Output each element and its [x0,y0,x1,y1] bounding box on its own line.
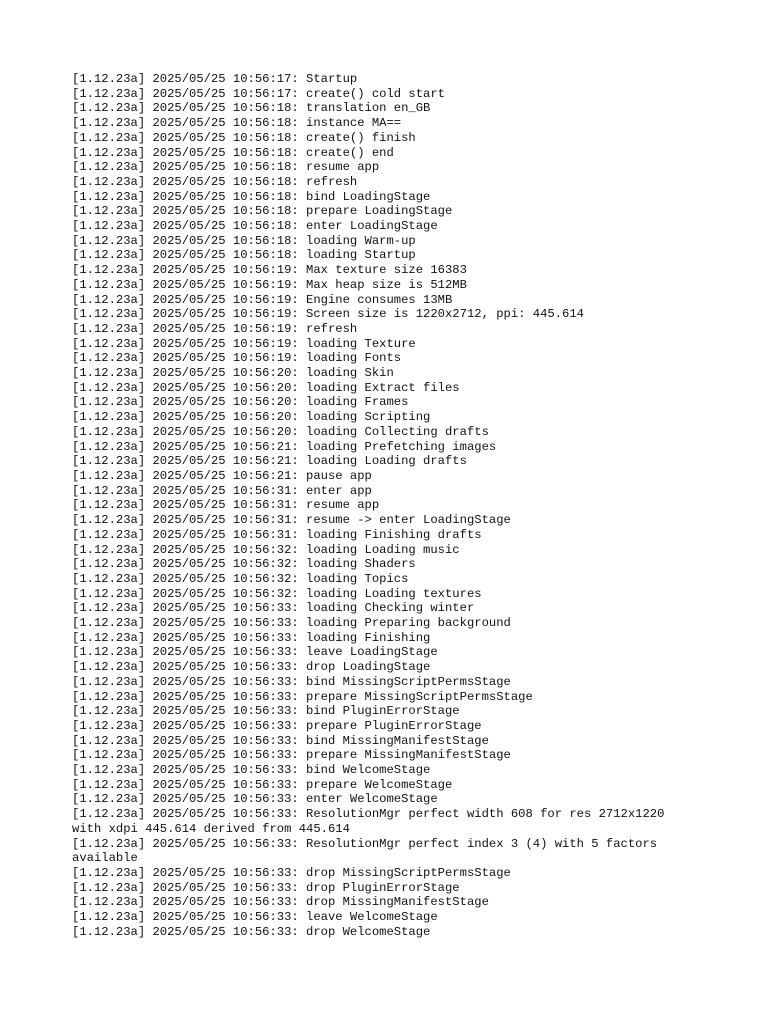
log-line: [1.12.23a] 2025/05/25 10:56:33: loading Finishing [72,630,431,645]
log-line: [1.12.23a] 2025/05/25 10:56:19: refresh [72,321,358,336]
log-line: [1.12.23a] 2025/05/25 10:56:18: translation en_GB [72,101,431,116]
log-line: [1.12.23a] 2025/05/25 10:56:32: loading Loading textures [72,586,482,601]
log-line: [1.12.23a] 2025/05/25 10:56:33: drop WelcomeStage [72,924,431,939]
log-line: [1.12.23a] 2025/05/25 10:56:33: bind MissingScriptPermsStage [72,674,511,689]
log-line: [1.12.23a] 2025/05/25 10:56:19: Max heap size is 512MB [72,277,467,292]
log-line: [1.12.23a] 2025/05/25 10:56:31: resume -> enter LoadingStage [72,513,511,528]
log-line: [1.12.23a] 2025/05/25 10:56:18: loading Startup [72,248,416,263]
log-line: [1.12.23a] 2025/05/25 10:56:33: leave LoadingStage [72,645,438,660]
log-line: [1.12.23a] 2025/05/25 10:56:19: loading Texture [72,336,416,351]
log-line: [1.12.23a] 2025/05/25 10:56:31: loading Finishing drafts [72,527,482,542]
log-line: [1.12.23a] 2025/05/25 10:56:33: ResolutionMgr perfect width 608 for res 2712x1220 with xdpi 445.614 derived from 445.614 [72,807,672,836]
log-line: [1.12.23a] 2025/05/25 10:56:33: loading Preparing background [72,616,511,631]
log-line: [1.12.23a] 2025/05/25 10:56:33: prepare MissingScriptPermsStage [72,689,533,704]
log-line: [1.12.23a] 2025/05/25 10:56:31: resume app [72,498,380,513]
log-line: [1.12.23a] 2025/05/25 10:56:32: loading Shaders [72,557,416,572]
log-line: [1.12.23a] 2025/05/25 10:56:20: loading Collecting drafts [72,424,489,439]
log-line: [1.12.23a] 2025/05/25 10:56:33: prepare MissingManifestStage [72,748,511,763]
log-line: [1.12.23a] 2025/05/25 10:56:18: prepare LoadingStage [72,204,453,219]
log-line: [1.12.23a] 2025/05/25 10:56:33: drop MissingScriptPermsStage [72,865,511,880]
log-line: [1.12.23a] 2025/05/25 10:56:18: enter LoadingStage [72,219,438,234]
log-line: [1.12.23a] 2025/05/25 10:56:33: drop LoadingStage [72,660,431,675]
log-line: [1.12.23a] 2025/05/25 10:56:33: enter WelcomeStage [72,792,438,807]
log-line: [1.12.23a] 2025/05/25 10:56:21: loading Loading drafts [72,454,467,469]
log-line: [1.12.23a] 2025/05/25 10:56:20: loading Extract files [72,380,460,395]
log-line: [1.12.23a] 2025/05/25 10:56:18: bind LoadingStage [72,189,431,204]
log-line: [1.12.23a] 2025/05/25 10:56:18: resume app [72,160,380,175]
log-line: [1.12.23a] 2025/05/25 10:56:19: Engine consumes 13MB [72,292,453,307]
log-line: [1.12.23a] 2025/05/25 10:56:33: bind PluginErrorStage [72,704,460,719]
log-line: [1.12.23a] 2025/05/25 10:56:18: instance MA== [72,116,402,131]
log-line: [1.12.23a] 2025/05/25 10:56:18: create() finish [72,130,416,145]
log-line: [1.12.23a] 2025/05/25 10:56:18: create() end [72,145,394,160]
log-line: [1.12.23a] 2025/05/25 10:56:33: drop PluginErrorStage [72,880,460,895]
log-line: [1.12.23a] 2025/05/25 10:56:20: loading Frames [72,395,409,410]
log-line: [1.12.23a] 2025/05/25 10:56:32: loading Topics [72,571,409,586]
log-line: [1.12.23a] 2025/05/25 10:56:21: pause app [72,468,372,483]
log-line: [1.12.23a] 2025/05/25 10:56:33: prepare WelcomeStage [72,777,453,792]
log-line: [1.12.23a] 2025/05/25 10:56:19: loading Fonts [72,351,402,366]
log-line: [1.12.23a] 2025/05/25 10:56:33: leave WelcomeStage [72,910,438,925]
log-line: [1.12.23a] 2025/05/25 10:56:33: drop MissingManifestStage [72,895,489,910]
log-line: [1.12.23a] 2025/05/25 10:56:18: refresh [72,174,358,189]
log-line: [1.12.23a] 2025/05/25 10:56:32: loading Loading music [72,542,460,557]
log-line: [1.12.23a] 2025/05/25 10:56:17: Startup [72,72,358,86]
log-text [72,72,692,939]
log-line: [1.12.23a] 2025/05/25 10:56:31: enter app [72,483,372,498]
log-line: [1.12.23a] 2025/05/25 10:56:19: Max texture size 16383 [72,263,467,278]
log-line: [1.12.23a] 2025/05/25 10:56:18: loading Warm-up [72,233,416,248]
log-line: [1.12.23a] 2025/05/25 10:56:33: ResolutionMgr perfect index 3 (4) with 5 factors available [72,836,665,866]
log-line: [1.12.23a] 2025/05/25 10:56:19: Screen size is 1220x2712, ppi: 445.614 [72,307,584,322]
log-line: [1.12.23a] 2025/05/25 10:56:33: prepare PluginErrorStage [72,718,482,733]
log-line: [1.12.23a] 2025/05/25 10:56:20: loading Skin [72,366,394,381]
log-line: [1.12.23a] 2025/05/25 10:56:33: bind WelcomeStage [72,763,431,778]
log-line: [1.12.23a] 2025/05/25 10:56:17: create() cold start [72,86,445,101]
log-line: [1.12.23a] 2025/05/25 10:56:33: loading Checking winter [72,601,475,616]
log-line: [1.12.23a] 2025/05/25 10:56:20: loading Scripting [72,410,431,425]
log-line: [1.12.23a] 2025/05/25 10:56:33: bind MissingManifestStage [72,733,489,748]
log-line: [1.12.23a] 2025/05/25 10:56:21: loading Prefetching images [72,439,497,454]
